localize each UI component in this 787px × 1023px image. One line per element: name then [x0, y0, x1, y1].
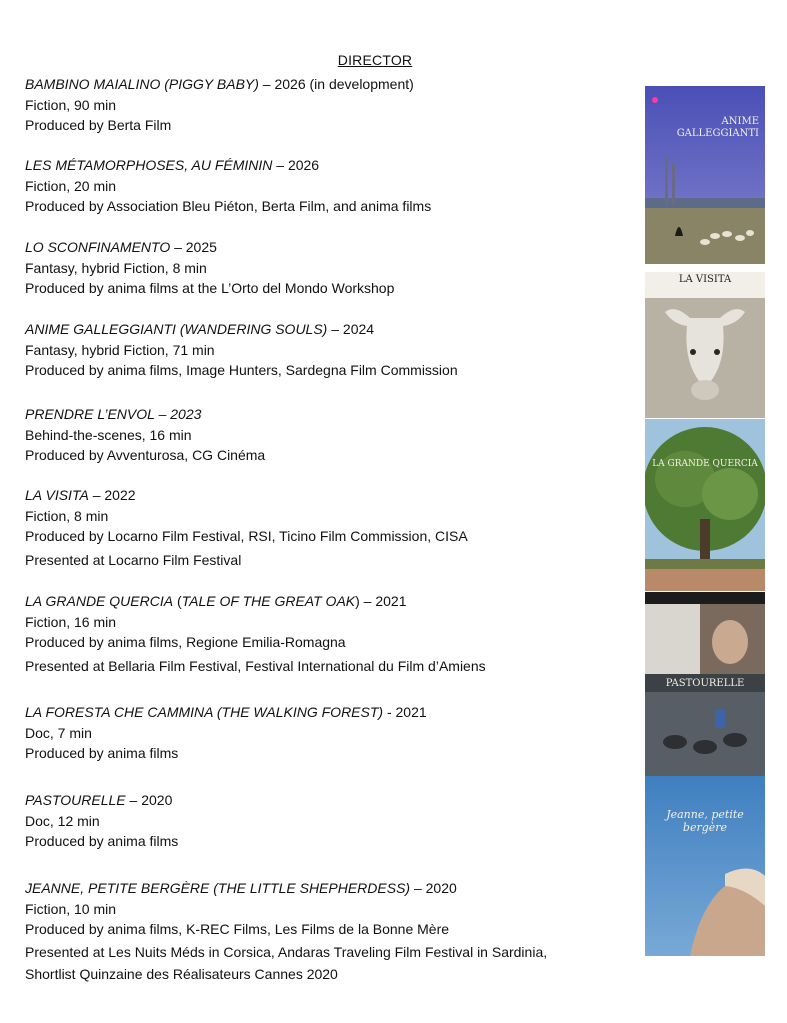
poster-la-grande-quercia-art — [645, 419, 765, 591]
film-festival: Presented at Locarno Film Festival — [25, 551, 242, 568]
film-entry — [25, 155, 625, 217]
film-year: – 2025 — [170, 239, 217, 255]
film-detail: Fiction, 8 min — [25, 507, 109, 524]
film-entry — [25, 404, 625, 466]
poster-visita-title: LA VISITA — [678, 274, 732, 285]
poster-jeanne-art — [645, 776, 765, 956]
film-year: – 2020 — [125, 792, 173, 808]
page-heading: DIRECTOR — [337, 52, 413, 68]
film-production: Produced by anima films, K-REC Films, Les Films de la Bonne Mère — [25, 921, 450, 937]
film-title-line — [25, 319, 625, 340]
film-detail: Fiction, 90 min — [25, 96, 117, 113]
film-detail: Behind-the-scenes, 16 min — [25, 426, 192, 443]
film-title-line — [25, 404, 625, 425]
film-production: Produced by anima films — [25, 833, 179, 849]
poster-pastourelle-title: PASTOURELLE — [665, 678, 745, 689]
film-title: BAMBINO MAIALINO (PIGGY BABY) — [25, 76, 259, 92]
film-production: Produced by Association Bleu Piéton, Berta Film, and anima films — [25, 198, 432, 214]
poster-quercia-title: LA GRANDE QUERCIA — [652, 459, 758, 469]
film-title-line — [25, 591, 625, 612]
film-title-line — [25, 878, 625, 899]
film-title-line — [25, 790, 625, 811]
film-title-line — [25, 74, 625, 95]
film-production: Produced by Berta Film — [25, 117, 172, 133]
film-title: LA GRANDE QUERCIA — [25, 593, 174, 609]
film-title: PASTOURELLE — [25, 792, 126, 808]
film-title: LES MÉTAMORPHOSES, AU FÉMININ — [25, 157, 273, 173]
film-entry — [25, 485, 625, 570]
poster-anime-title-2: GALLEGGIANTI — [676, 128, 759, 139]
film-title-line — [25, 237, 625, 258]
film-year: ) – 2021 — [355, 593, 407, 609]
film-title: LA FORESTA CHE CAMMINA (THE WALKING FOREST) — [25, 704, 384, 720]
film-production: Produced by Locarno Film Festival, RSI, Ticino Film Commission, CISA — [25, 528, 468, 544]
film-detail: Fantasy, hybrid Fiction, 71 min — [25, 341, 215, 358]
poster-jeanne — [645, 776, 765, 956]
film-title-line — [25, 485, 625, 506]
poster-pastourelle — [645, 592, 765, 776]
film-entry — [25, 790, 625, 852]
poster-anime-galleggianti — [645, 86, 765, 264]
film-detail: Doc, 7 min — [25, 724, 92, 741]
film-entry — [25, 591, 625, 676]
film-production: Produced by anima films — [25, 745, 179, 761]
film-festival: Presented at Les Nuits Méds in Corsica, Andaras Traveling Film Festival in Sardinia, — [25, 943, 548, 960]
film-year: – 2026 — [272, 157, 320, 173]
film-detail: Fiction, 20 min — [25, 177, 117, 194]
film-production: Produced by anima films at the L’Orto del Mondo Workshop — [25, 280, 395, 296]
film-year: – 2024 — [327, 321, 375, 337]
film-festival: Presented at Bellaria Film Festival, Festival International du Film d’Amiens — [25, 657, 486, 674]
film-entry — [25, 702, 625, 764]
film-production: Produced by anima films, Image Hunters, Sardegna Film Commission — [25, 362, 458, 378]
film-entry — [25, 878, 625, 985]
film-title-line — [25, 155, 625, 176]
film-detail: Fiction, 10 min — [25, 900, 117, 917]
film-detail: Fiction, 16 min — [25, 613, 117, 630]
film-entry — [25, 237, 625, 299]
film-festival: Shortlist Quinzaine des Réalisateurs Cannes 2020 — [25, 966, 338, 982]
film-year: – 2020 — [410, 880, 457, 896]
film-title-translation: TALE OF THE GREAT OAK — [181, 593, 356, 609]
film-year: - 2021 — [383, 704, 427, 720]
film-entry — [25, 74, 625, 136]
film-year: – 2026 (in development) — [258, 76, 414, 92]
poster-anime-galleggianti-art — [645, 86, 765, 264]
poster-anime-title-1: ANIME — [721, 116, 759, 127]
film-title: ANIME GALLEGGIANTI (WANDERING SOULS) — [25, 321, 328, 337]
film-production: Produced by Avventurosa, CG Cinéma — [25, 447, 266, 463]
poster-la-visita — [645, 272, 765, 418]
film-title: LO SCONFINAMENTO — [25, 239, 171, 255]
poster-anime-title — [645, 116, 765, 140]
film-year: – 2022 — [88, 487, 136, 503]
poster-la-visita-art — [645, 272, 765, 418]
poster-jeanne-title: Jeanne, petite bergère — [666, 808, 744, 834]
film-title-line — [25, 702, 625, 723]
film-title: JEANNE, PETITE BERGÈRE (THE LITTLE SHEPHERDESS) — [25, 880, 411, 896]
film-production: Produced by anima films, Regione Emilia-Romagna — [25, 634, 346, 650]
film-detail: Fantasy, hybrid Fiction, 8 min — [25, 259, 207, 276]
film-title: PRENDRE L’ENVOL – 2023 — [25, 406, 202, 422]
poster-la-grande-quercia — [645, 419, 765, 591]
film-title: LA VISITA — [25, 487, 89, 503]
film-title-paren-open: ( — [173, 593, 182, 609]
film-entry — [25, 319, 625, 381]
film-detail: Doc, 12 min — [25, 812, 100, 829]
